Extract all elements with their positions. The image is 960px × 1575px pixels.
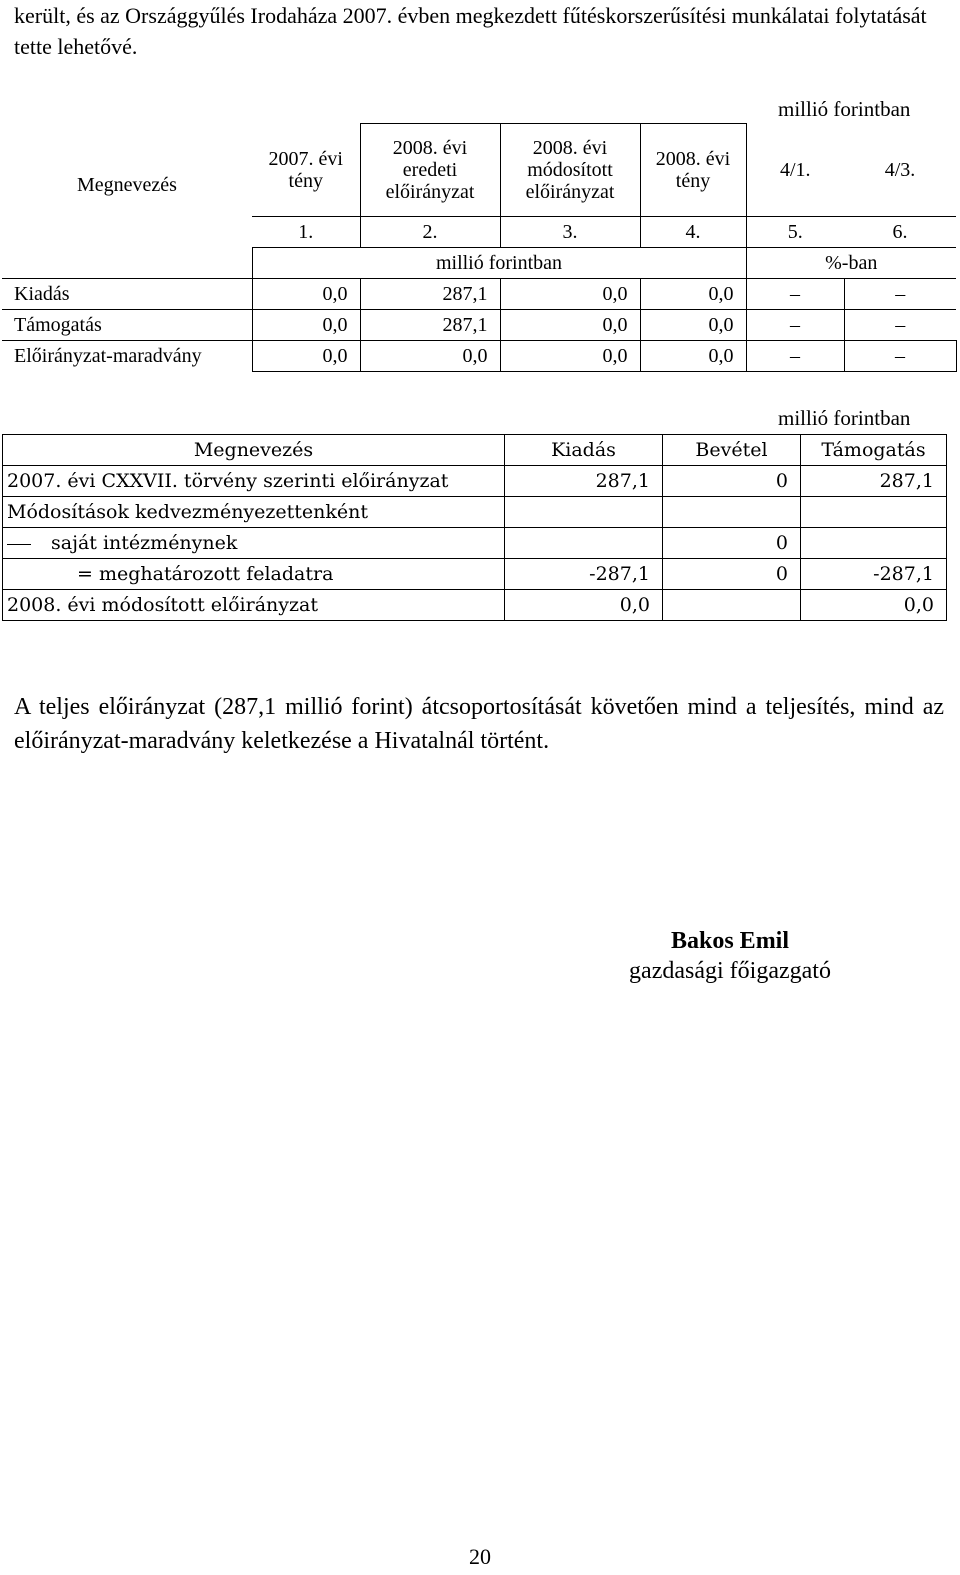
intro-text: került, és az Országgyűlés Irodaháza 2007. évben megkezdett fűtéskorszerűsítési munkálatai folytatását tette lehetővé. [14, 3, 927, 59]
t2-cell: -287,1 [505, 559, 663, 590]
t1-colnum-1: 1. [252, 216, 360, 247]
t1-row-label: Kiadás [2, 278, 252, 309]
table1-unit: millió forintban [778, 97, 911, 121]
t1-cell: – [746, 309, 844, 340]
t2-header-name: Megnevezés [3, 435, 505, 466]
t1-cell: 0,0 [500, 309, 640, 340]
t1-colnum-5: 5. [746, 216, 844, 247]
t1-row-label: Támogatás [2, 309, 252, 340]
t1-cell: 0,0 [252, 340, 360, 371]
modifications-table [2, 434, 947, 621]
t1-header-c5: 4/1. [746, 124, 844, 217]
t2-row-label: 2007. évi CXXVII. törvény szerinti előirányzat [3, 466, 505, 497]
t1-colnum-3: 3. [500, 216, 640, 247]
t1-header-c1: 2007. évi tény [252, 124, 360, 217]
t2-cell: 287,1 [505, 466, 663, 497]
t2-row-label: = meghatározott feladatra [3, 559, 505, 590]
t1-cell: – [844, 278, 956, 309]
t1-colnum-2: 2. [360, 216, 500, 247]
t2-cell [505, 497, 663, 528]
t1-cell: – [746, 278, 844, 309]
page-number: 20 [469, 1544, 491, 1569]
t1-cell: 0,0 [640, 340, 746, 371]
t2-cell [801, 528, 947, 559]
dash-bullet-icon [7, 544, 31, 545]
t1-colnum-6: 6. [844, 216, 956, 247]
t2-cell: 0 [663, 466, 801, 497]
t1-cell: 0,0 [500, 278, 640, 309]
t2-cell: -287,1 [801, 559, 947, 590]
t2-header-kiadas: Kiadás [505, 435, 663, 466]
t1-cell: 287,1 [360, 278, 500, 309]
t1-cell: 287,1 [360, 309, 500, 340]
t2-cell [505, 528, 663, 559]
table-row [3, 497, 947, 528]
t2-row-label: 2008. évi módosított előirányzat [3, 590, 505, 621]
t1-cell: – [844, 340, 956, 371]
table-row [2, 278, 956, 309]
t2-cell: 287,1 [801, 466, 947, 497]
t2-cell: 0,0 [801, 590, 947, 621]
t1-header-c3: 2008. évi módosított előirányzat [500, 124, 640, 217]
t1-cell: 0,0 [252, 278, 360, 309]
t2-cell: 0,0 [505, 590, 663, 621]
t1-header-c6: 4/3. [844, 124, 956, 217]
t1-cell: – [746, 340, 844, 371]
table2-unit: millió forintban [778, 406, 911, 430]
table-row [3, 590, 947, 621]
signature-name: Bakos Emil [670, 928, 790, 954]
t2-cell [663, 497, 801, 528]
t1-colnum-4: 4. [640, 216, 746, 247]
table-row [2, 309, 956, 340]
t1-header-name: Megnevezés [77, 174, 177, 197]
t2-row-label: saját intézménynek [51, 532, 238, 554]
table-row [3, 559, 947, 590]
t1-cell: 0,0 [640, 278, 746, 309]
t1-header-c2: 2008. évi eredeti előirányzat [360, 124, 500, 217]
t2-cell [801, 497, 947, 528]
t2-cell [663, 590, 801, 621]
body-paragraph: A teljes előirányzat (287,1 millió forint) átcsoportosítását követően mind a teljesítés, mind az előirányzat-maradvány keletkezése a Hivatalnál történt. [14, 694, 944, 754]
table-row [3, 528, 947, 559]
t1-header-c4: 2008. évi tény [640, 124, 746, 217]
t2-row-label: Módosítások kedvezményezettenként [3, 497, 505, 528]
table-row [3, 466, 947, 497]
t1-unit-left: millió forintban [252, 247, 746, 278]
t1-row-label: Előirányzat-maradvány [2, 340, 252, 371]
t1-cell: 0,0 [360, 340, 500, 371]
t1-cell: 0,0 [500, 340, 640, 371]
t1-cell: – [844, 309, 956, 340]
t1-cell: 0,0 [252, 309, 360, 340]
table-row [2, 340, 956, 371]
t2-header-bevetel: Bevétel [663, 435, 801, 466]
t1-unit-right: %-ban [746, 247, 956, 278]
t2-cell: 0 [663, 559, 801, 590]
t2-header-tamogatas: Támogatás [801, 435, 947, 466]
budget-table [2, 123, 957, 372]
t1-cell: 0,0 [640, 309, 746, 340]
t2-row-label-wrap [3, 528, 505, 559]
signature-title: gazdasági főigazgató [629, 958, 831, 984]
t2-cell: 0 [663, 528, 801, 559]
